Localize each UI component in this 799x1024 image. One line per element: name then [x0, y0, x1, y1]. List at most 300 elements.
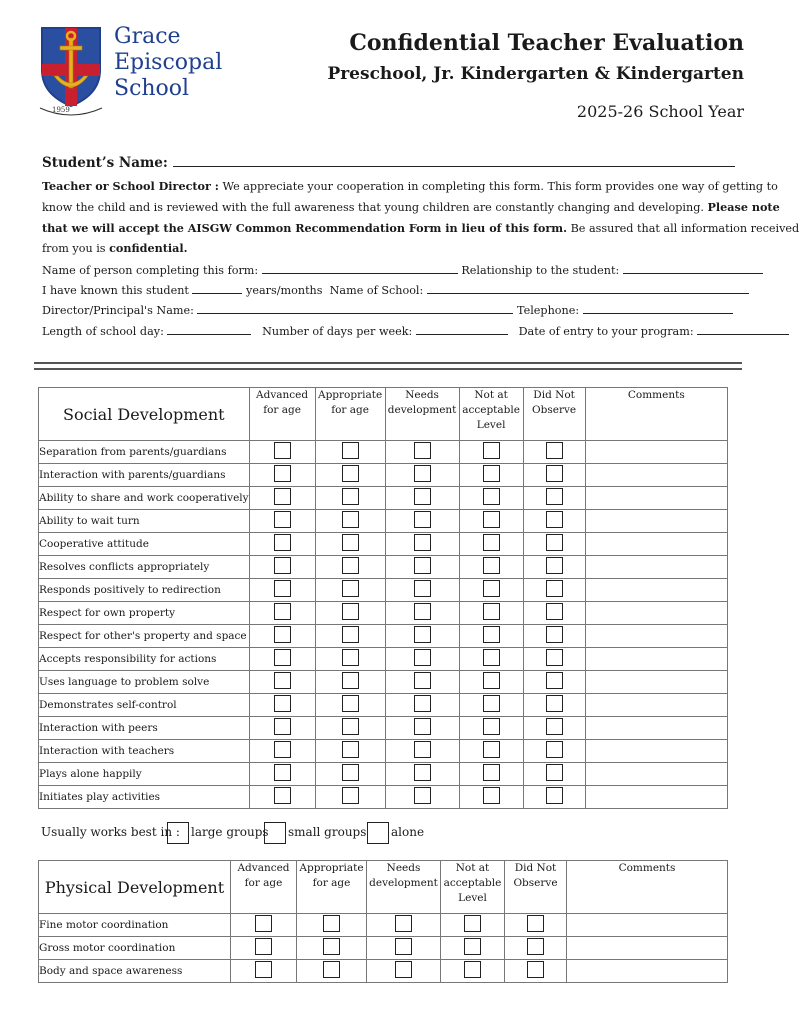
rating-checkbox[interactable] — [342, 695, 359, 712]
rating-checkbox[interactable] — [395, 938, 412, 955]
rating-cell — [459, 533, 523, 556]
table-row — [39, 648, 728, 671]
rating-checkbox[interactable] — [546, 718, 563, 735]
rating-checkbox[interactable] — [342, 465, 359, 482]
rating-checkbox[interactable] — [546, 695, 563, 712]
rating-checkbox[interactable] — [527, 961, 544, 978]
rating-cell — [385, 602, 459, 625]
logo-line-3: School — [114, 76, 190, 101]
rating-cell — [441, 937, 505, 960]
large-groups-label: large groups — [191, 825, 269, 839]
rating-checkbox[interactable] — [546, 787, 563, 804]
comments-cell[interactable] — [585, 786, 727, 809]
item-label: Separation from parents/guardians — [39, 441, 250, 464]
rating-checkbox[interactable] — [274, 534, 291, 551]
group-preference-label: Usually works best in : — [41, 825, 180, 839]
table-row — [39, 602, 728, 625]
physical-title: Physical Development — [39, 861, 231, 914]
rating-checkbox[interactable] — [546, 557, 563, 574]
item-label: Gross motor coordination — [39, 937, 231, 960]
rating-checkbox[interactable] — [342, 764, 359, 781]
comments-cell[interactable] — [585, 510, 727, 533]
rating-cell — [523, 717, 585, 740]
rating-cell — [523, 625, 585, 648]
rating-checkbox[interactable] — [546, 672, 563, 689]
item-label: Respect for other's property and space — [39, 625, 250, 648]
rating-cell — [315, 602, 385, 625]
table-row — [39, 717, 728, 740]
rating-cell — [249, 487, 315, 510]
school-crest-icon — [38, 24, 108, 116]
comments-cell[interactable] — [567, 914, 728, 937]
rating-cell — [249, 763, 315, 786]
rating-cell — [441, 960, 505, 983]
col-did-not: Did Not Observe — [523, 388, 585, 441]
rating-checkbox[interactable] — [546, 488, 563, 505]
form-fields-row-1 — [42, 262, 763, 277]
form-fields-row-4 — [42, 323, 789, 338]
rating-checkbox[interactable] — [342, 787, 359, 804]
rating-checkbox[interactable] — [274, 442, 291, 459]
rating-checkbox[interactable] — [414, 557, 431, 574]
comments-cell[interactable] — [585, 487, 727, 510]
relationship-blank[interactable] — [623, 262, 763, 274]
intro-text-4: from you is — [42, 242, 110, 255]
intro-aisgw-note: that we will accept the AISGW Common Recommendation Form in lieu of this form. — [42, 221, 568, 235]
school-label: Name of School: — [329, 284, 424, 297]
student-name-field[interactable] — [42, 155, 735, 171]
small-groups-checkbox[interactable] — [264, 822, 286, 844]
comments-cell[interactable] — [585, 464, 727, 487]
rating-cell — [523, 602, 585, 625]
rating-checkbox[interactable] — [414, 580, 431, 597]
item-label: Ability to share and work cooperatively — [39, 487, 250, 510]
rating-checkbox[interactable] — [342, 626, 359, 643]
school-logo — [38, 24, 238, 124]
rating-checkbox[interactable] — [414, 442, 431, 459]
comments-cell[interactable] — [567, 937, 728, 960]
rating-cell — [315, 510, 385, 533]
intro-text-1: We appreciate your cooperation in completing this form. This form provides one way of getting to — [218, 180, 778, 193]
rating-cell — [249, 441, 315, 464]
intro-text-2: know the child and is reviewed with the full awareness that young children are constantly changing and developing. — [42, 201, 704, 214]
rating-cell — [459, 763, 523, 786]
rating-checkbox[interactable] — [546, 534, 563, 551]
rating-checkbox[interactable] — [483, 764, 500, 781]
comments-cell[interactable] — [585, 763, 727, 786]
rating-checkbox[interactable] — [546, 741, 563, 758]
col-advanced: Advanced for age — [231, 861, 297, 914]
telephone-blank[interactable] — [583, 302, 733, 314]
table-row — [39, 441, 728, 464]
rating-cell — [505, 960, 567, 983]
rating-checkbox[interactable] — [274, 672, 291, 689]
rating-checkbox[interactable] — [274, 718, 291, 735]
intro-lead: Teacher or School Director : — [42, 179, 219, 193]
rating-cell — [459, 671, 523, 694]
table-row — [39, 487, 728, 510]
entry-blank[interactable] — [697, 323, 789, 335]
rating-checkbox[interactable] — [414, 741, 431, 758]
rating-cell — [315, 694, 385, 717]
school-year: 2025-26 School Year — [576, 102, 744, 121]
small-groups-label: small groups — [288, 825, 367, 839]
col-advanced: Advanced for age — [249, 388, 315, 441]
rating-checkbox[interactable] — [483, 718, 500, 735]
rating-cell — [249, 510, 315, 533]
rating-cell — [523, 786, 585, 809]
intro-note: Please note — [707, 200, 780, 214]
rating-cell — [315, 487, 385, 510]
intro-paragraph-line-4 — [42, 241, 188, 255]
table-row — [39, 763, 728, 786]
rating-cell — [523, 441, 585, 464]
rating-cell — [523, 694, 585, 717]
director-blank[interactable] — [197, 302, 513, 314]
rating-checkbox[interactable] — [483, 465, 500, 482]
rating-checkbox[interactable] — [342, 718, 359, 735]
rating-cell — [315, 533, 385, 556]
rating-cell — [459, 510, 523, 533]
rating-cell — [523, 464, 585, 487]
item-label: Ability to wait turn — [39, 510, 250, 533]
large-groups-checkbox[interactable] — [167, 822, 189, 844]
rating-cell — [231, 937, 297, 960]
col-not-at: Not at acceptable Level — [459, 388, 523, 441]
comments-cell[interactable] — [585, 533, 727, 556]
rating-checkbox[interactable] — [414, 787, 431, 804]
alone-checkbox[interactable] — [367, 822, 389, 844]
rating-cell — [315, 763, 385, 786]
rating-cell — [249, 694, 315, 717]
rating-checkbox[interactable] — [414, 465, 431, 482]
comments-cell[interactable] — [585, 602, 727, 625]
col-needs: Needs development — [367, 861, 441, 914]
table-row — [39, 671, 728, 694]
known-blank[interactable] — [192, 282, 242, 294]
rating-checkbox[interactable] — [414, 649, 431, 666]
comments-cell[interactable] — [585, 740, 727, 763]
rating-cell — [459, 487, 523, 510]
person-completing-blank[interactable] — [262, 262, 458, 274]
comments-cell[interactable] — [585, 671, 727, 694]
rating-cell — [385, 533, 459, 556]
rating-cell — [459, 464, 523, 487]
rating-checkbox[interactable] — [414, 672, 431, 689]
table-row — [39, 510, 728, 533]
item-label: Interaction with teachers — [39, 740, 250, 763]
table-row — [39, 556, 728, 579]
rating-checkbox[interactable] — [414, 764, 431, 781]
rating-checkbox[interactable] — [274, 557, 291, 574]
rating-checkbox[interactable] — [323, 938, 340, 955]
rating-checkbox[interactable] — [342, 580, 359, 597]
rating-checkbox[interactable] — [255, 961, 272, 978]
rating-checkbox[interactable] — [342, 511, 359, 528]
rating-checkbox[interactable] — [274, 695, 291, 712]
rating-cell — [249, 579, 315, 602]
rating-cell — [297, 960, 367, 983]
known-unit: years/months — [246, 284, 323, 297]
rating-cell — [315, 740, 385, 763]
rating-checkbox[interactable] — [483, 787, 500, 804]
item-label: Body and space awareness — [39, 960, 231, 983]
item-label: Resolves conflicts appropriately — [39, 556, 250, 579]
rating-cell — [385, 556, 459, 579]
intro-text-3: Be assured that all information received — [567, 222, 799, 235]
comments-cell[interactable] — [585, 556, 727, 579]
item-label: Plays alone happily — [39, 763, 250, 786]
item-label: Cooperative attitude — [39, 533, 250, 556]
rating-checkbox[interactable] — [483, 557, 500, 574]
rating-cell — [459, 694, 523, 717]
comments-cell[interactable] — [585, 648, 727, 671]
rating-checkbox[interactable] — [414, 534, 431, 551]
logo-line-2: Episcopal — [114, 50, 223, 75]
table-row — [39, 786, 728, 809]
rating-cell — [249, 671, 315, 694]
rating-cell — [459, 602, 523, 625]
col-appropriate: Appropriate for age — [315, 388, 385, 441]
rating-cell — [505, 914, 567, 937]
physical-development-table — [38, 860, 728, 983]
rating-checkbox[interactable] — [546, 603, 563, 620]
rating-checkbox[interactable] — [274, 764, 291, 781]
rating-checkbox[interactable] — [414, 488, 431, 505]
rating-checkbox[interactable] — [274, 626, 291, 643]
col-appropriate: Appropriate for age — [297, 861, 367, 914]
person-completing-label: Name of person completing this form: — [42, 264, 259, 277]
rating-checkbox[interactable] — [546, 649, 563, 666]
rating-checkbox[interactable] — [483, 488, 500, 505]
intro-paragraph-line-2 — [42, 200, 780, 214]
rating-checkbox[interactable] — [342, 442, 359, 459]
rating-cell — [315, 464, 385, 487]
days-blank[interactable] — [416, 323, 508, 335]
divider-bottom — [34, 368, 742, 370]
col-needs: Needs development — [385, 388, 459, 441]
intro-paragraph-line-3 — [42, 221, 799, 235]
rating-checkbox[interactable] — [464, 915, 481, 932]
rating-cell — [523, 510, 585, 533]
rating-cell — [459, 556, 523, 579]
rating-cell — [249, 648, 315, 671]
rating-checkbox[interactable] — [546, 580, 563, 597]
item-label: Accepts responsibility for actions — [39, 648, 250, 671]
col-comments: Comments — [567, 861, 728, 914]
col-did-not: Did Not Observe — [505, 861, 567, 914]
rating-checkbox[interactable] — [342, 672, 359, 689]
comments-cell[interactable] — [585, 441, 727, 464]
rating-cell — [231, 914, 297, 937]
rating-checkbox[interactable] — [483, 603, 500, 620]
rating-checkbox[interactable] — [255, 915, 272, 932]
rating-checkbox[interactable] — [527, 938, 544, 955]
rating-checkbox[interactable] — [414, 511, 431, 528]
rating-checkbox[interactable] — [274, 649, 291, 666]
rating-checkbox[interactable] — [342, 649, 359, 666]
rating-checkbox[interactable] — [483, 511, 500, 528]
rating-cell — [385, 464, 459, 487]
logo-line-1: Grace — [114, 24, 181, 49]
item-label: Interaction with parents/guardians — [39, 464, 250, 487]
table-row — [39, 625, 728, 648]
rating-cell — [315, 579, 385, 602]
rating-cell — [385, 740, 459, 763]
rating-checkbox[interactable] — [483, 741, 500, 758]
rating-checkbox[interactable] — [274, 488, 291, 505]
intro-confidential: confidential. — [109, 241, 188, 255]
rating-checkbox[interactable] — [483, 695, 500, 712]
rating-checkbox[interactable] — [274, 741, 291, 758]
rating-checkbox[interactable] — [274, 465, 291, 482]
rating-checkbox[interactable] — [395, 915, 412, 932]
rating-cell — [315, 556, 385, 579]
rating-checkbox[interactable] — [483, 442, 500, 459]
rating-checkbox[interactable] — [274, 787, 291, 804]
rating-cell — [249, 533, 315, 556]
item-label: Interaction with peers — [39, 717, 250, 740]
rating-checkbox[interactable] — [546, 626, 563, 643]
table-row — [39, 533, 728, 556]
intro-paragraph-line-1 — [42, 179, 778, 193]
form-fields-row-3 — [42, 302, 733, 317]
rating-cell — [385, 671, 459, 694]
page-title: Confidential Teacher Evaluation — [349, 30, 744, 56]
rating-cell — [459, 648, 523, 671]
rating-checkbox[interactable] — [414, 718, 431, 735]
rating-cell — [459, 740, 523, 763]
rating-checkbox[interactable] — [342, 557, 359, 574]
rating-checkbox[interactable] — [342, 488, 359, 505]
rating-checkbox[interactable] — [483, 534, 500, 551]
table-row — [39, 914, 728, 937]
col-not-at: Not at acceptable Level — [441, 861, 505, 914]
rating-checkbox[interactable] — [483, 649, 500, 666]
rating-cell — [315, 671, 385, 694]
rating-checkbox[interactable] — [414, 626, 431, 643]
rating-cell — [523, 648, 585, 671]
rating-checkbox[interactable] — [483, 626, 500, 643]
social-header-row — [39, 388, 728, 441]
rating-checkbox[interactable] — [483, 672, 500, 689]
page-subtitle: Preschool, Jr. Kindergarten & Kindergarten — [327, 64, 744, 84]
rating-checkbox[interactable] — [395, 961, 412, 978]
rating-cell — [249, 625, 315, 648]
rating-cell — [523, 556, 585, 579]
rating-cell — [385, 487, 459, 510]
table-row — [39, 937, 728, 960]
rating-cell — [385, 579, 459, 602]
rating-cell — [249, 556, 315, 579]
rating-checkbox[interactable] — [255, 938, 272, 955]
item-label: Respect for own property — [39, 602, 250, 625]
rating-checkbox[interactable] — [546, 764, 563, 781]
table-row — [39, 579, 728, 602]
rating-cell — [249, 717, 315, 740]
item-label: Responds positively to redirection — [39, 579, 250, 602]
item-label: Uses language to problem solve — [39, 671, 250, 694]
physical-header-row — [39, 861, 728, 914]
rating-cell — [315, 648, 385, 671]
rating-cell — [385, 510, 459, 533]
rating-checkbox[interactable] — [546, 465, 563, 482]
rating-checkbox[interactable] — [414, 603, 431, 620]
rating-cell — [315, 625, 385, 648]
rating-checkbox[interactable] — [483, 580, 500, 597]
rating-checkbox[interactable] — [342, 741, 359, 758]
school-blank[interactable] — [427, 282, 749, 294]
length-blank[interactable] — [167, 323, 251, 335]
form-fields-row-2 — [42, 282, 749, 297]
rating-cell — [315, 717, 385, 740]
rating-cell — [459, 625, 523, 648]
comments-cell[interactable] — [585, 579, 727, 602]
rating-cell — [505, 937, 567, 960]
rating-cell — [523, 763, 585, 786]
rating-checkbox[interactable] — [527, 915, 544, 932]
rating-checkbox[interactable] — [342, 534, 359, 551]
telephone-label: Telephone: — [517, 304, 580, 317]
rating-cell — [385, 763, 459, 786]
rating-checkbox[interactable] — [274, 580, 291, 597]
rating-cell — [385, 441, 459, 464]
rating-cell — [249, 740, 315, 763]
entry-label: Date of entry to your program: — [518, 325, 694, 338]
item-label: Initiates play activities — [39, 786, 250, 809]
rating-checkbox[interactable] — [323, 915, 340, 932]
rating-cell — [315, 441, 385, 464]
item-label: Demonstrates self-control — [39, 694, 250, 717]
rating-cell — [523, 579, 585, 602]
rating-cell — [385, 786, 459, 809]
comments-cell[interactable] — [567, 960, 728, 983]
rating-cell — [367, 937, 441, 960]
rating-checkbox[interactable] — [414, 695, 431, 712]
rating-cell — [297, 914, 367, 937]
rating-checkbox[interactable] — [274, 511, 291, 528]
rating-cell — [367, 960, 441, 983]
rating-checkbox[interactable] — [464, 961, 481, 978]
rating-checkbox[interactable] — [274, 603, 291, 620]
rating-cell — [249, 464, 315, 487]
rating-cell — [523, 487, 585, 510]
rating-cell — [523, 671, 585, 694]
table-row — [39, 960, 728, 983]
rating-cell — [315, 786, 385, 809]
rating-checkbox[interactable] — [546, 511, 563, 528]
rating-cell — [385, 648, 459, 671]
known-label: I have known this student — [42, 284, 189, 297]
rating-checkbox[interactable] — [323, 961, 340, 978]
rating-cell — [231, 960, 297, 983]
student-name-label: Student’s Name: — [42, 155, 168, 171]
rating-checkbox[interactable] — [464, 938, 481, 955]
rating-cell — [523, 740, 585, 763]
student-name-blank[interactable] — [173, 155, 735, 167]
comments-cell[interactable] — [585, 694, 727, 717]
rating-cell — [385, 625, 459, 648]
comments-cell[interactable] — [585, 717, 727, 740]
relationship-label: Relationship to the student: — [461, 264, 620, 277]
rating-checkbox[interactable] — [342, 603, 359, 620]
rating-checkbox[interactable] — [546, 442, 563, 459]
col-comments: Comments — [585, 388, 727, 441]
rating-cell — [459, 786, 523, 809]
social-development-table — [38, 387, 728, 809]
director-label: Director/Principal's Name: — [42, 304, 194, 317]
comments-cell[interactable] — [585, 625, 727, 648]
